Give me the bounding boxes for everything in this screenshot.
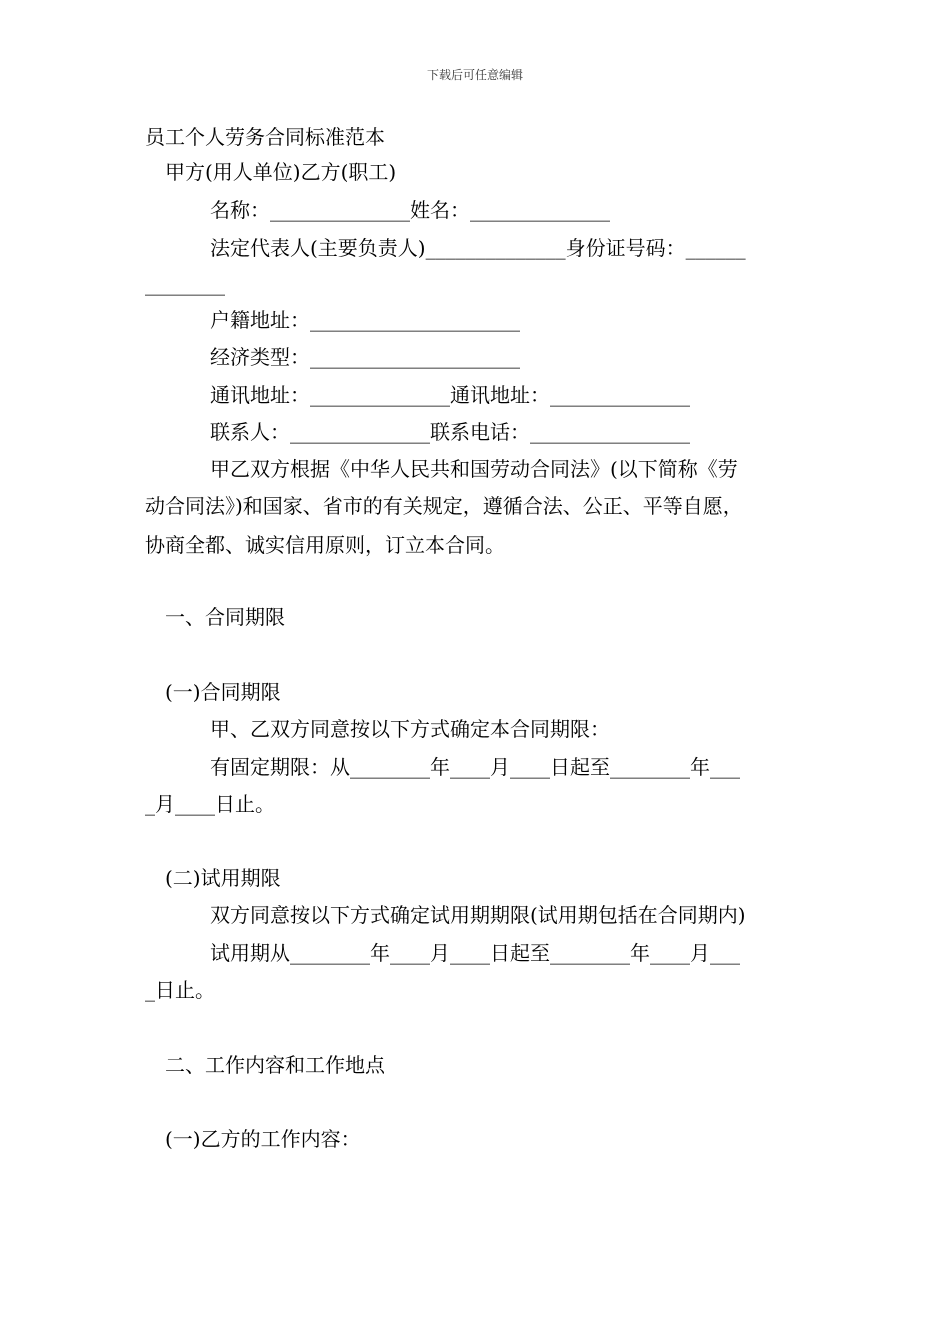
section-heading: 一、合同期限 [165,605,285,629]
subsection-heading: (一)合同期限 [165,680,281,704]
legal-rep-row: 法定代表人(主要负责人)______________身份证号码：______ [210,236,746,260]
section-heading: 二、工作内容和工作地点 [165,1053,385,1077]
clause-line: 试用期从________年____月____日起至________年____月___ [210,941,740,965]
legal-rep-row-continuation: ________ [145,272,225,296]
intro-paragraph-line: 协商全都、诚实信用原则，订立本合同。 [145,533,505,557]
household-address-row: 户籍地址：_____________________ [210,308,520,332]
economy-type-row: 经济类型：_____________________ [210,345,520,369]
clause-line: 双方同意按以下方式确定试用期期限(试用期包括在合同期内) [210,903,746,927]
clause-line: 甲、乙双方同意按以下方式确定本合同期限： [210,717,610,741]
contact-row: 联系人：______________联系电话：________________ [210,420,690,444]
intro-paragraph-line: 动合同法》)和国家、省市的有关规定，遵循合法、公正、平等自愿， [145,494,743,518]
subsection-heading: (一)乙方的工作内容： [165,1127,361,1151]
mailing-address-row: 通讯地址：______________通讯地址：______________ [210,383,690,407]
clause-line: 有固定期限：从________年____月____日起至________年___ [210,755,740,779]
subsection-heading: (二)试用期限 [165,866,281,890]
name-field-row: 名称：______________姓名：______________ [210,198,610,222]
intro-paragraph-line: 甲乙双方根据《中华人民共和国劳动合同法》(以下简称《劳 [210,457,738,481]
parties-line: 甲方(用人单位)乙方(职工) [165,160,397,184]
page-header: 下载后可任意编辑 [426,68,523,82]
document-title: 员工个人劳务合同标准范本 [145,125,385,149]
clause-line: _月____日止。 [145,792,275,816]
clause-line: _日止。 [145,978,215,1002]
